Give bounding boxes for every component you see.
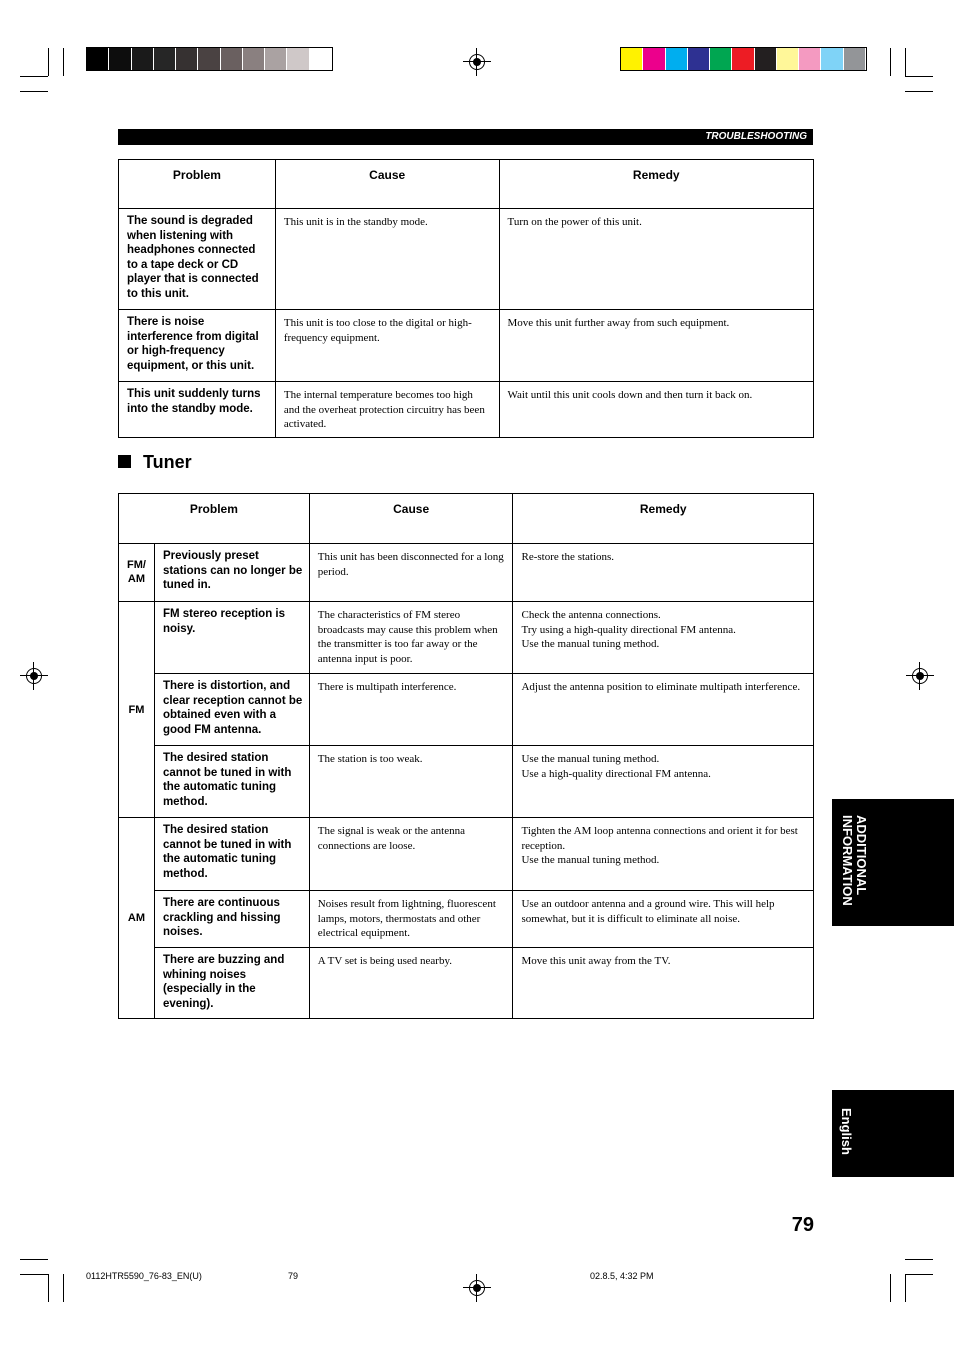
tuner-table [118, 493, 814, 1019]
problem-cell: There is distortion, and clear reception cannot be obtained even with a good FM antenna. [154, 674, 309, 746]
registration-mark-right [906, 662, 934, 690]
color-swatch [154, 48, 175, 70]
gray-calibration-bar [86, 47, 333, 71]
table-row [119, 948, 814, 1019]
remedy-cell: Move this unit away from the TV. [513, 948, 814, 1019]
cause-cell: The station is too weak. [309, 746, 513, 818]
problem-cell: There are buzzing and whining noises (especially in the evening). [154, 948, 309, 1019]
color-swatch [621, 48, 642, 70]
table-header-row [119, 494, 814, 544]
band-label-am: AM [119, 818, 155, 1019]
section-title: TROUBLESHOOTING [705, 131, 807, 142]
table-row [119, 674, 814, 746]
registration-mark-top [463, 48, 491, 76]
side-tab-label-line: ADDITIONAL [854, 815, 869, 896]
color-swatch [643, 48, 664, 70]
color-swatch [265, 48, 286, 70]
table-row [119, 818, 814, 891]
cause-cell: A TV set is being used nearby. [309, 948, 513, 1019]
color-swatch [666, 48, 687, 70]
remedy-line: Use the manual tuning method. [521, 753, 660, 765]
footer-date: 02.8.5, 4:32 PM [590, 1271, 654, 1281]
tuner-heading-text: Tuner [143, 452, 192, 472]
problem-cell: This unit suddenly turns into the standby mode. [119, 382, 276, 438]
color-swatch [87, 48, 108, 70]
column-header-cause: Cause [275, 160, 499, 209]
problem-cell: The desired station cannot be tuned in with the automatic tuning method. [154, 818, 309, 891]
column-header-remedy: Remedy [499, 160, 813, 209]
cause-cell: This unit has been disconnected for a long period. [309, 544, 513, 602]
band-label-fm: FM [119, 602, 155, 818]
problem-cell: Previously preset stations can no longer be tuned in. [154, 544, 309, 602]
problem-cell: FM stereo reception is noisy. [154, 602, 309, 674]
problem-cell: The sound is degraded when listening with headphones connected to a tape deck or CD player that is connected to this unit. [119, 209, 276, 310]
footer-page-number: 79 [288, 1271, 299, 1281]
page-number: 79 [791, 1214, 814, 1236]
table-row [119, 209, 814, 310]
remedy-cell: Re-store the stations. [513, 544, 814, 602]
color-swatch [109, 48, 130, 70]
table-row [119, 891, 814, 948]
remedy-cell: Adjust the antenna position to eliminate multipath interference. [513, 674, 814, 746]
cause-cell: Noises result from lightning, fluorescent lamps, motors, thermostats and other electrical equipment. [309, 891, 513, 948]
cause-cell: The internal temperature becomes too high and the overheat protection circuitry has been activated. [275, 382, 499, 438]
color-calibration-bar [620, 47, 867, 71]
problem-cell: There are continuous crackling and hissing noises. [154, 891, 309, 948]
color-swatch [755, 48, 776, 70]
color-swatch [176, 48, 197, 70]
band-label-fm-am [119, 544, 155, 602]
color-swatch [243, 48, 264, 70]
column-header-problem: Problem [119, 160, 276, 209]
problem-cell: There is noise interference from digital or high-frequency equipment, or this unit. [119, 310, 276, 382]
remedy-cell: Use an outdoor antenna and a ground wire. This will help somewhat, but it is difficult to eliminate all noise. [513, 891, 814, 948]
remedy-line: Try using a high-quality directional FM antenna. [521, 623, 736, 636]
remedy-cell: Turn on the power of this unit. [499, 209, 813, 310]
side-tab-additional-information [832, 799, 954, 926]
remedy-cell: Wait until this unit cools down and then turn it back on. [499, 382, 813, 438]
footer-file-name: 0112HTR5590_76-83_EN(U) [86, 1271, 202, 1281]
cause-cell: The characteristics of FM stereo broadcasts may cause this problem when the transmitter is too far away or the antenna input is poor. [309, 602, 513, 674]
color-swatch [310, 48, 331, 70]
color-swatch [198, 48, 219, 70]
remedy-line: Tighten the AM loop antenna connections and orient it for best reception. [521, 825, 798, 852]
color-swatch [799, 48, 820, 70]
cause-cell: The signal is weak or the antenna connections are loose. [309, 818, 513, 891]
cause-cell: This unit is in the standby mode. [275, 209, 499, 310]
color-swatch [688, 48, 709, 70]
side-tab-label-line: INFORMATION [840, 815, 855, 906]
remedy-line: Use the manual tuning method. [521, 854, 660, 866]
band-label-line: FM/ [127, 559, 146, 571]
remedy-cell [513, 818, 814, 891]
registration-mark-bottom [463, 1274, 491, 1302]
remedy-line: Use a high-quality directional FM antenna. [521, 767, 711, 780]
color-swatch [821, 48, 842, 70]
table-row [119, 602, 814, 674]
cause-cell: There is multipath interference. [309, 674, 513, 746]
color-swatch [221, 48, 242, 70]
column-header-remedy: Remedy [513, 494, 814, 544]
table-row [119, 382, 814, 438]
side-tab-language-label: English [839, 1108, 854, 1155]
registration-mark-left [20, 662, 48, 690]
remedy-cell: Move this unit further away from such equipment. [499, 310, 813, 382]
side-tab-language [832, 1090, 954, 1177]
color-swatch [287, 48, 308, 70]
color-swatch [844, 48, 865, 70]
color-swatch [732, 48, 753, 70]
remedy-cell [513, 746, 814, 818]
section-header-bar [118, 129, 813, 145]
color-swatch [777, 48, 798, 70]
column-header-cause: Cause [309, 494, 513, 544]
column-header-problem: Problem [119, 494, 310, 544]
remedy-line: Use the manual tuning method. [521, 638, 660, 650]
remedy-line: Check the antenna connections. [521, 609, 661, 621]
color-swatch [132, 48, 153, 70]
color-swatch [710, 48, 731, 70]
troubleshooting-table [118, 159, 814, 438]
tuner-heading [118, 452, 192, 473]
table-header-row [119, 160, 814, 209]
band-label-line: AM [127, 573, 146, 585]
remedy-cell [513, 602, 814, 674]
problem-cell: The desired station cannot be tuned in with the automatic tuning method. [154, 746, 309, 818]
square-bullet-icon [118, 455, 131, 468]
table-row [119, 310, 814, 382]
table-row [119, 544, 814, 602]
cause-cell: This unit is too close to the digital or high-frequency equipment. [275, 310, 499, 382]
table-row [119, 746, 814, 818]
